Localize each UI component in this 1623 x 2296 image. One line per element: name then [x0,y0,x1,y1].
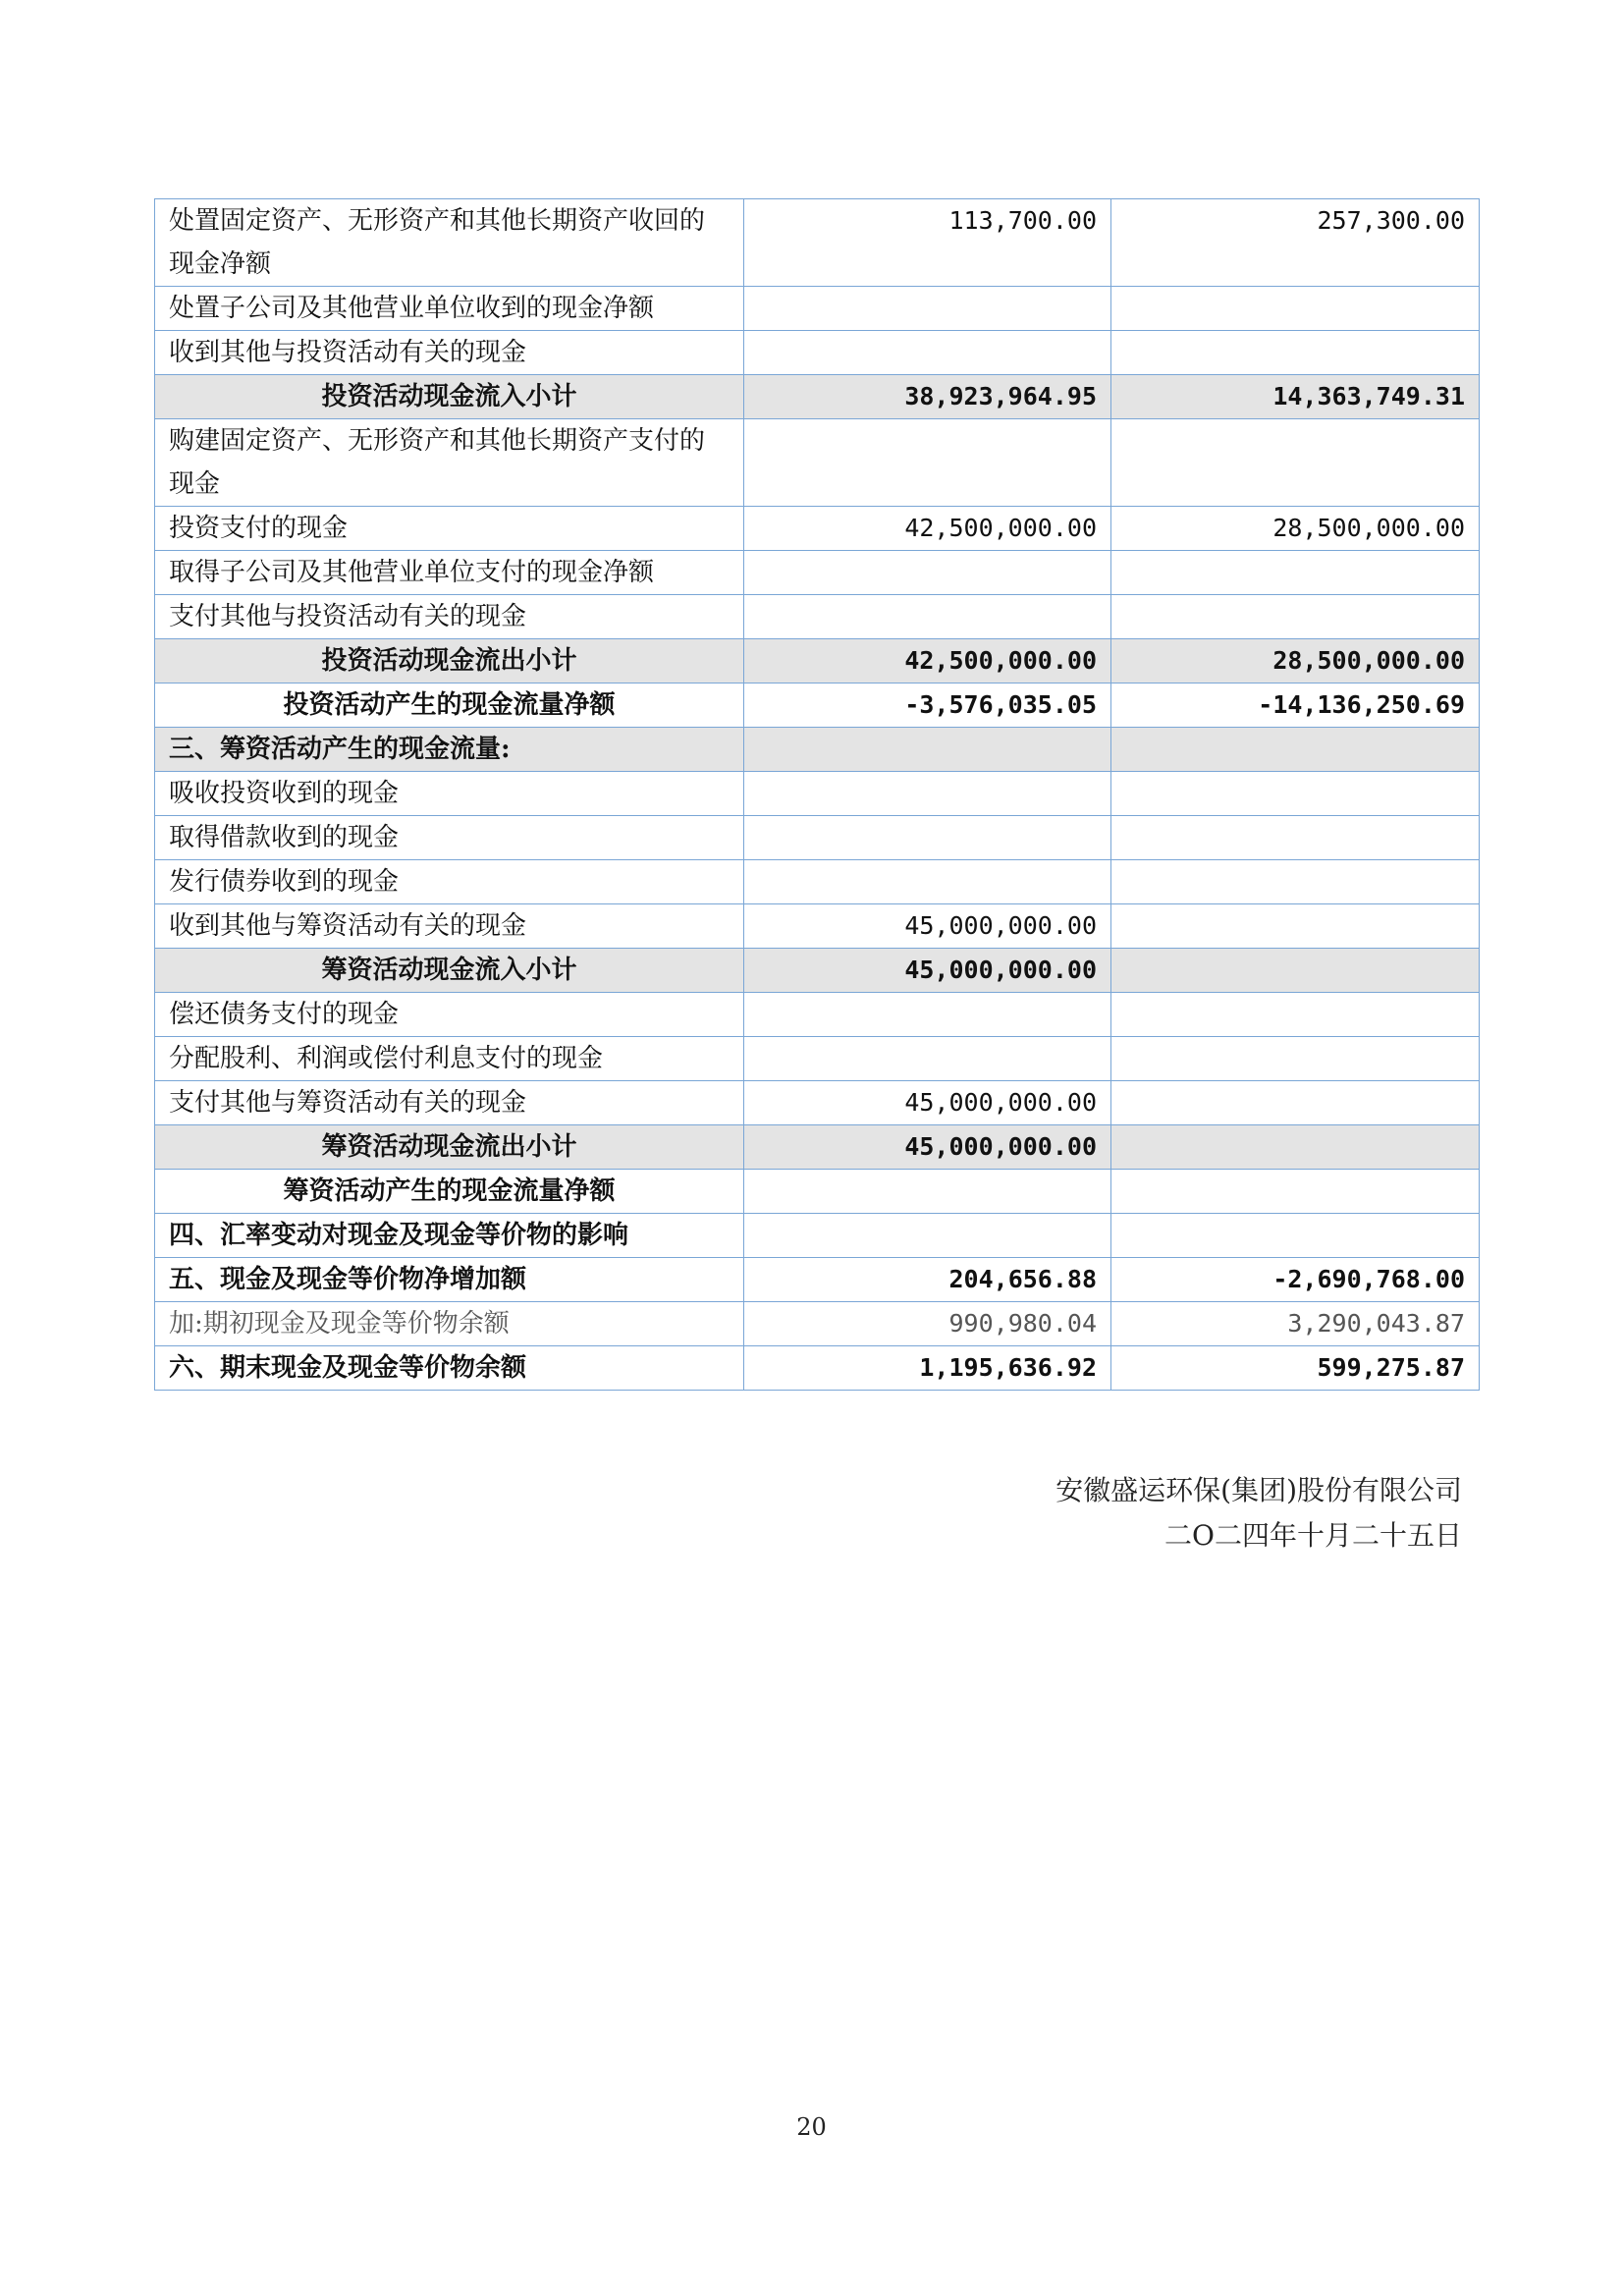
row-item: 处置子公司及其他营业单位收到的现金净额 [155,287,744,331]
row-item: 支付其他与筹资活动有关的现金 [155,1081,744,1125]
row-item: 支付其他与投资活动有关的现金 [155,595,744,639]
row-item: 加:期初现金及现金等价物余额 [155,1302,744,1346]
current-period-value: 45,000,000.00 [744,1125,1111,1170]
table-row [155,860,1480,904]
current-period-value: -3,576,035.05 [744,683,1111,728]
current-period-value [744,1214,1111,1258]
row-item: 投资活动现金流入小计 [155,375,744,419]
current-period-value: 1,195,636.92 [744,1346,1111,1391]
table-row [155,419,1480,507]
table-row [155,287,1480,331]
row-item: 六、期末现金及现金等价物余额 [155,1346,744,1391]
section-total-row [155,1346,1480,1391]
cash-flow-table [154,198,1480,1391]
current-period-value [744,816,1111,860]
table-row [155,993,1480,1037]
table-row [155,1302,1480,1346]
prior-period-value [1111,816,1480,860]
prior-period-value: 28,500,000.00 [1111,507,1480,551]
prior-period-value: -2,690,768.00 [1111,1258,1480,1302]
prior-period-value [1111,419,1480,507]
company-name: 安徽盛运环保(集团)股份有限公司 [1055,1474,1462,1506]
row-item: 处置固定资产、无形资产和其他长期资产收回的现金净额 [155,199,744,287]
table-row [155,816,1480,860]
row-item: 收到其他与筹资活动有关的现金 [155,904,744,949]
row-item: 投资活动产生的现金流量净额 [155,683,744,728]
row-item: 吸收投资收到的现金 [155,772,744,816]
net-amount-row [155,683,1480,728]
prior-period-value: 3,290,043.87 [1111,1302,1480,1346]
prior-period-value [1111,1214,1480,1258]
row-item: 购建固定资产、无形资产和其他长期资产支付的现金 [155,419,744,507]
current-period-value [744,551,1111,595]
row-item: 筹资活动现金流出小计 [155,1125,744,1170]
table-row [155,595,1480,639]
subtotal-row [155,949,1480,993]
current-period-value [744,419,1111,507]
prior-period-value [1111,904,1480,949]
signature-block [1055,1468,1462,1558]
current-period-value [744,772,1111,816]
row-item: 取得借款收到的现金 [155,816,744,860]
row-item: 筹资活动产生的现金流量净额 [155,1170,744,1214]
prior-period-value [1111,551,1480,595]
section-title: 三、筹资活动产生的现金流量: [155,728,744,772]
current-period-value [744,728,1111,772]
table-row [155,199,1480,287]
row-item: 四、汇率变动对现金及现金等价物的影响 [155,1214,744,1258]
prior-period-value [1111,772,1480,816]
prior-period-value [1111,331,1480,375]
row-item: 取得子公司及其他营业单位支付的现金净额 [155,551,744,595]
section-total-row [155,1258,1480,1302]
table-row [155,1037,1480,1081]
prior-period-value [1111,728,1480,772]
section-total-row [155,1214,1480,1258]
prior-period-value [1111,1170,1480,1214]
prior-period-value: -14,136,250.69 [1111,683,1480,728]
table-row [155,772,1480,816]
signature-date: 二O二四年十月二十五日 [1164,1519,1462,1552]
row-item: 五、现金及现金等价物净增加额 [155,1258,744,1302]
table-row [155,904,1480,949]
table-row [155,507,1480,551]
prior-period-value [1111,949,1480,993]
subtotal-row [155,375,1480,419]
current-period-value: 38,923,964.95 [744,375,1111,419]
current-period-value: 45,000,000.00 [744,904,1111,949]
prior-period-value [1111,595,1480,639]
current-period-value: 42,500,000.00 [744,639,1111,683]
prior-period-value: 257,300.00 [1111,199,1480,287]
row-item: 收到其他与投资活动有关的现金 [155,331,744,375]
row-item: 筹资活动现金流入小计 [155,949,744,993]
current-period-value [744,1037,1111,1081]
prior-period-value: 14,363,749.31 [1111,375,1480,419]
net-amount-row [155,1170,1480,1214]
row-item: 分配股利、利润或偿付利息支付的现金 [155,1037,744,1081]
table-row [155,331,1480,375]
prior-period-value: 28,500,000.00 [1111,639,1480,683]
current-period-value: 45,000,000.00 [744,949,1111,993]
current-period-value: 42,500,000.00 [744,507,1111,551]
row-item: 投资活动现金流出小计 [155,639,744,683]
section-header-row [155,728,1480,772]
row-item: 偿还债务支付的现金 [155,993,744,1037]
current-period-value [744,331,1111,375]
subtotal-row [155,639,1480,683]
prior-period-value: 599,275.87 [1111,1346,1480,1391]
table-row [155,1081,1480,1125]
prior-period-value [1111,1125,1480,1170]
current-period-value: 45,000,000.00 [744,1081,1111,1125]
current-period-value [744,860,1111,904]
row-item: 投资支付的现金 [155,507,744,551]
current-period-value [744,1170,1111,1214]
prior-period-value [1111,993,1480,1037]
page-number: 20 [796,2113,827,2141]
table-row [155,551,1480,595]
current-period-value [744,993,1111,1037]
current-period-value [744,287,1111,331]
prior-period-value [1111,287,1480,331]
current-period-value: 113,700.00 [744,199,1111,287]
prior-period-value [1111,1037,1480,1081]
prior-period-value [1111,1081,1480,1125]
subtotal-row [155,1125,1480,1170]
current-period-value: 204,656.88 [744,1258,1111,1302]
prior-period-value [1111,860,1480,904]
row-item: 发行债券收到的现金 [155,860,744,904]
current-period-value: 990,980.04 [744,1302,1111,1346]
current-period-value [744,595,1111,639]
